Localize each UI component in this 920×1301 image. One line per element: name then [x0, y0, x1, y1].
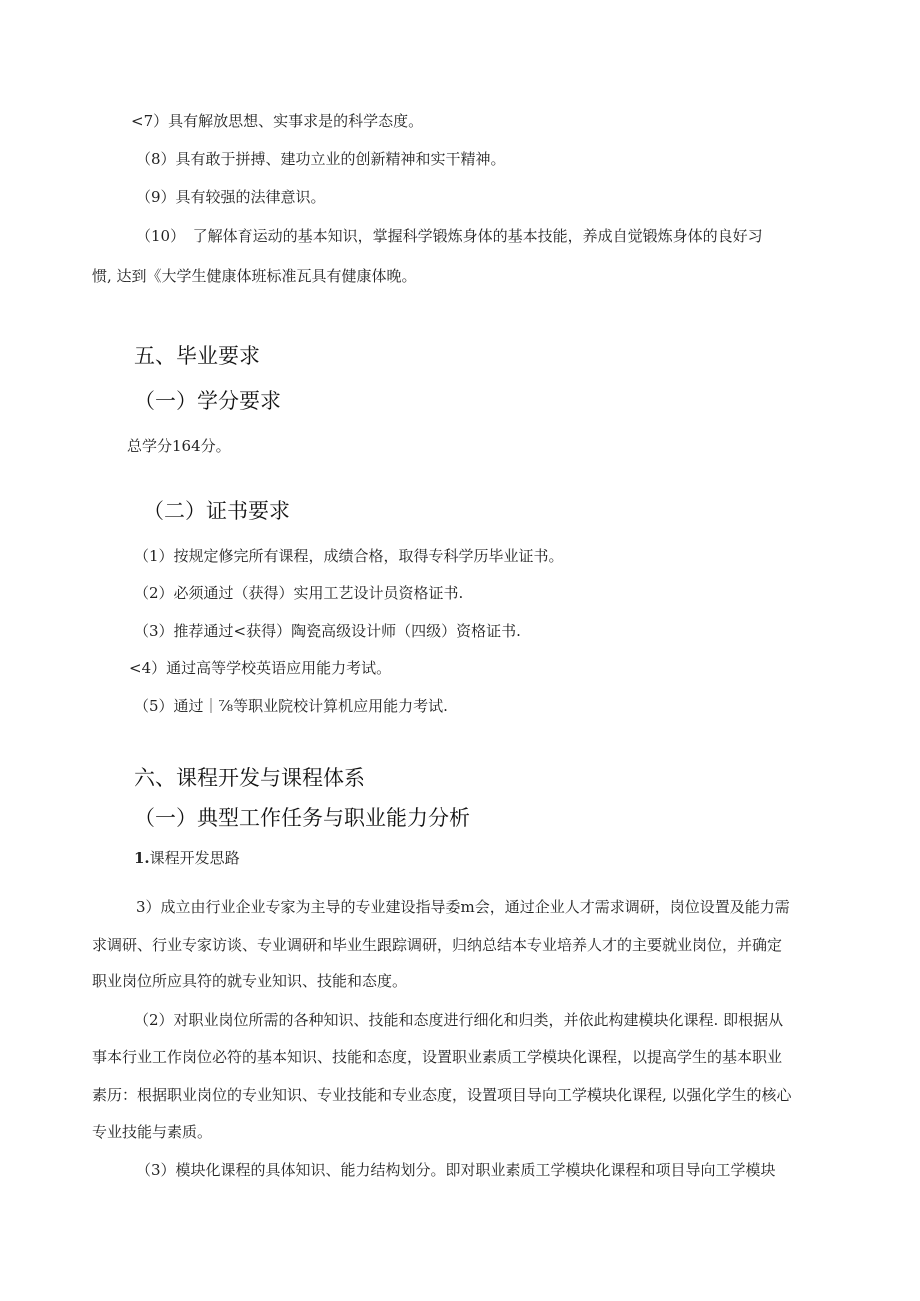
certificate-2: （2）必须通过（获得）实用工艺设计员资格证书.	[134, 584, 464, 602]
paragraph-1-line1: 3）成立由行业企业专家为主导的专业建设指导委m会，通过企业人才需求调研，岗位设置及能力需	[136, 898, 790, 916]
requirement-9: （9）具有较强的法律意识。	[136, 188, 326, 206]
paragraph-3-line1: （3）模块化课程的具体知识、能力结构划分。即对职业素质工学模块化课程和项目导向工学模块	[136, 1161, 776, 1179]
certificate-3: （3）推荐通过<获得）陶瓷高级设计师（四级）资格证书.	[134, 622, 521, 640]
certificate-1: （1）按规定修完所有课程，成绩合格，取得专科学历毕业证书。	[134, 547, 564, 565]
item-1-text: 课程开发思路	[149, 849, 240, 867]
paragraph-2-line1: （2）对职业岗位所需的各种知识、技能和态度进行细化和归类，并依此构建模块化课程. 即根据从	[134, 1011, 784, 1029]
credits-subtitle: （一）学分要求	[134, 389, 281, 413]
certificate-4: <4）通过高等学校英语应用能力考试。	[129, 659, 392, 677]
credits-text: 总学分164分。	[127, 437, 231, 455]
paragraph-2-line4: 专业技能与素质。	[92, 1123, 213, 1141]
certificate-subtitle: （二）证书要求	[143, 499, 290, 523]
requirement-8: （8）具有敢于拼搏、建功立业的创新精神和实干精神。	[136, 150, 506, 168]
item-1-number: 1.	[134, 849, 150, 867]
requirement-7: <7）具有解放思想、实事求是的科学态度。	[131, 112, 424, 130]
paragraph-1-line3: 职业岗位所应具符的就专业知识、技能和态度。	[92, 972, 408, 990]
paragraph-2-line2: 事本行业工作岗位必符的基本知识、技能和态度，设置职业素质工学模块化课程，以提高学生的基本职业	[92, 1048, 783, 1066]
requirement-10-line2: 惯, 达到《大学生健康体班标准瓦具有健康体晚。	[92, 267, 417, 285]
section-5-title: 五、毕业要求	[134, 344, 260, 368]
paragraph-2-line3: 素历：根据职业岗位的专业知识、专业技能和专业态度，设置项目导向工学模块化课程, 以强化学生的核心	[92, 1086, 792, 1104]
requirement-10-line1: （10） 了解体育运动的基本知识，掌握科学锻炼身体的基本技能，养成自觉锻炼身体的良好习	[136, 227, 763, 245]
item-1-heading	[134, 848, 240, 868]
section-6-title: 六、课程开发与课程体系	[134, 766, 365, 790]
certificate-5: （5）通过｜⅞等职业院校计算机应用能力考试.	[134, 697, 448, 715]
paragraph-1-line2: 求调研、行业专家访谈、专业调研和毕业生跟踪调研，归纳总结本专业培养人才的主要就业岗位，并确定	[92, 936, 783, 954]
task-analysis-subtitle: （一）典型工作任务与职业能力分析	[134, 806, 470, 830]
